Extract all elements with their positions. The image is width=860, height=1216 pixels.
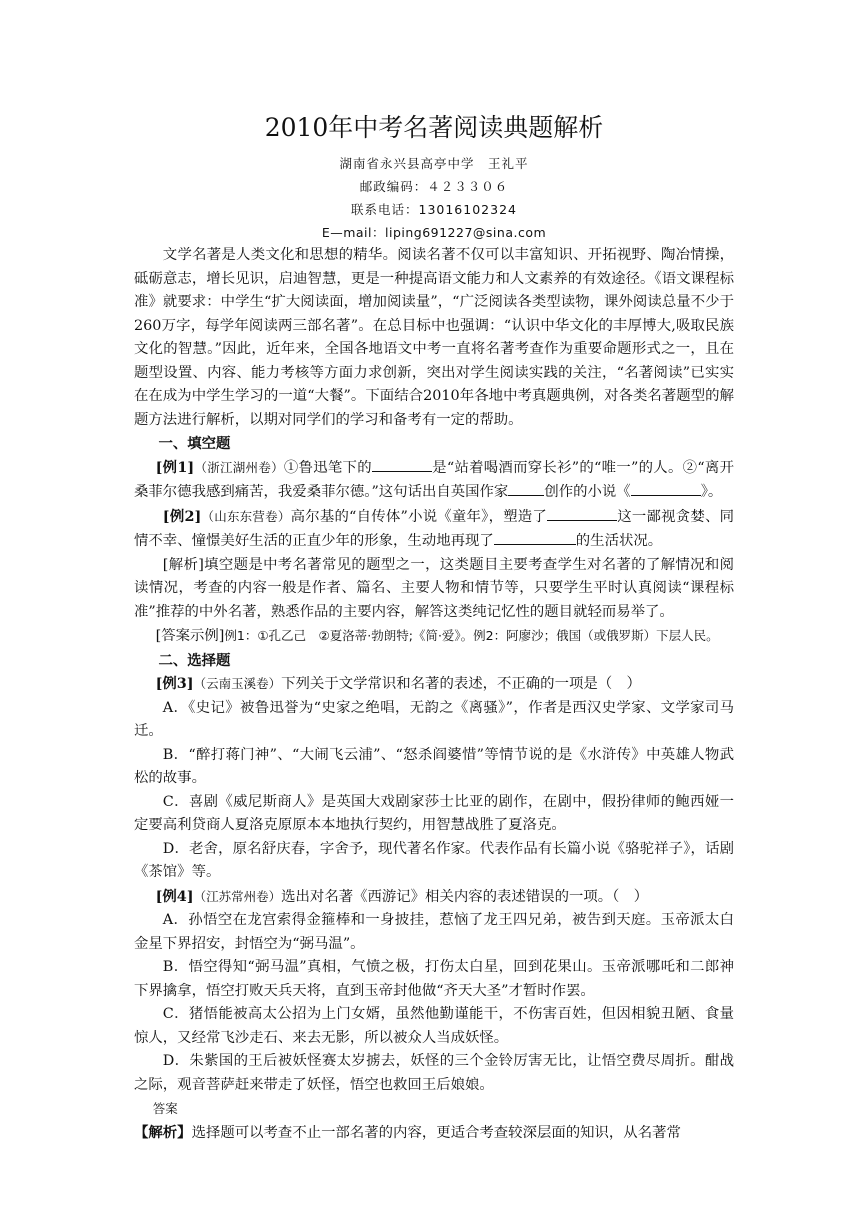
- option-d: D．朱紫国的王后被妖怪赛太岁掳去，妖怪的三个金铃厉害无比，让悟空费尽周折。酣战之际，观音菩萨赶来带走了妖怪，悟空也救回王后娘娘。: [134, 1053, 734, 1093]
- intro-paragraph: 文学名著是人类文化和思想的精华。阅读名著不仅可以丰富知识、开拓视野、陶冶情操，砥砺意志，增长见识，启迪智慧，更是一种提高语文能力和人文素养的有效途径。《语文课程标准》就要求：中学生“扩大阅读面，增加阅读量”，“广泛阅读各类型读物，课外阅读总量不少于260万字，每学年阅读两三部名著”。在总目标中也强调：“认识中华文化的丰厚博大,吸取民族文化的智慧。”因此，近年来，全国各地语文中考一直将名著考查作为重要命题形式之一，且在题型设置、内容、能力考核等方面力求创新，突出对学生阅读实践的关注，“名著阅读”已实实在在成为中学生学习的一道“大餐”。下面结合2010年各地中考真题典例，对各类名著题型的解题方法进行解析，以期对同学们的学习和备考有一定的帮助。: [134, 247, 734, 428]
- option-b: B．悟空得知“弼马温”真相，气愤之极，打伤太白星，回到花果山。玉帝派哪吒和二郎神下界擒拿，悟空打败天兵天将，直到玉帝封他做“齐天大圣”才暂时作罢。: [134, 959, 734, 999]
- option-c: C．喜剧《威尼斯商人》是英国大戏剧家莎士比亚的剧作，在剧中，假扮律师的鲍西娅一定要高利贷商人夏洛克原原本本地执行契约，用智慧战胜了夏洛克。: [134, 793, 734, 833]
- example-label: [例4]: [155, 887, 194, 905]
- example-stem: 选出对名著《西游记》相关内容的表述错误的一项。（ ）: [281, 888, 649, 905]
- example-label: [例3]: [155, 675, 194, 692]
- example-label: [例1]: [155, 458, 195, 476]
- answer-example-1: [134, 624, 734, 649]
- answer-blank: [494, 529, 576, 545]
- email-line: E—mail：liping691227@sina.com: [321, 225, 547, 240]
- option-c: C．猪悟能被高太公招为上门女婿，虽然他勤谨能干，不伤害百姓，但因相貌丑陋、食量惊人，又经常飞沙走石、来去无影，所以被众人当成妖怪。: [134, 1006, 734, 1046]
- phone-line: 联系电话：13016102324: [351, 202, 517, 217]
- example-stem: 下列关于文学常识和名著的表述，不正确的一项是（ ）: [281, 676, 641, 692]
- example-text: 的生活状况。: [575, 533, 663, 549]
- example-text: 》。: [700, 484, 723, 500]
- answer-blank: [372, 456, 432, 472]
- example-source: （浙江湖州卷）: [194, 459, 284, 475]
- document-page: [134, 110, 734, 1145]
- example-2: [134, 505, 734, 554]
- answer-blank: [547, 505, 617, 521]
- example-source: （江苏常州卷）: [193, 888, 282, 904]
- section-heading-choice: 二、选择题: [158, 651, 231, 669]
- analysis-1: [134, 554, 734, 625]
- analysis-text: 选择题可以考查不止一部名著的内容，更适合考查较深层面的知识，从名著常: [191, 1124, 681, 1141]
- example-4-stem: [134, 885, 734, 910]
- analysis-text: 填空题是中考名著常见的题型之一，这类题目主要考查学生对名著的了解情况和阅读情况，考查的内容一般是作者、篇名、主要人物和情节等，只要学生平时认真阅读“课程标准”推荐的中外名著，熟悉作品的主要内容，解答这类纯记忆性的题目就轻而易举了。: [134, 556, 734, 620]
- section-heading-fill: 一、填空题: [158, 435, 231, 452]
- option-a: A．《史记》被鲁迅誉为“史家之绝唱，无韵之《离骚》”，作者是西汉史学家、文学家司马迁。: [134, 699, 734, 739]
- analysis-2: [134, 1121, 734, 1146]
- example-text: ①鲁迅笔下的: [283, 459, 372, 476]
- option-b: B．“醉打蒋门神”、“大闹飞云浦”、“怒杀阎婆惜”等情节说的是《水浒传》中英雄人物武松的故事。: [134, 746, 734, 786]
- author-line: 湖南省永兴县高亭中学 王礼平: [339, 156, 529, 171]
- answer-text: 例1：①孔乙己 ②夏洛蒂·勃朗特;《简·爱》。例2：阿廖沙；俄国（或俄罗斯）下层人民。: [224, 628, 719, 643]
- answer-blank: [508, 480, 544, 496]
- example-text: 创作的小说《: [544, 484, 631, 500]
- example-source: （山东东营卷）: [201, 508, 291, 524]
- example-text: 是“站着喝酒而穿长衫”的“唯一”的人。②“离开桑菲尔德我感到痛苦，我爱桑菲尔德。”这句话出自英国作家: [134, 459, 734, 500]
- option-a: A．孙悟空在龙宫索得金箍棒和一身披挂，惹恼了龙王四兄弟，被告到天庭。玉帝派太白金星下界招安，封悟空为“弼马温”。: [134, 912, 734, 952]
- example-3-stem: [134, 672, 734, 697]
- answer-2-label: 答案: [152, 1101, 178, 1116]
- postcode-line: 邮政编码：４２３３０６: [359, 179, 509, 194]
- page-title: 2010年中考名著阅读典题解析: [264, 113, 604, 142]
- example-source: （云南玉溪卷）: [193, 676, 282, 691]
- example-text: 这一鄙视贪婪、同情不幸、憧憬美好生活的正直少年的形象，生动地再现了: [134, 508, 734, 549]
- answer-blank: [631, 480, 701, 496]
- example-label: [例2]: [162, 507, 202, 525]
- answer-label: [答案示例]: [155, 628, 225, 644]
- option-d: D．老舍，原名舒庆春，字舍予，现代著名作家。代表作品有长篇小说《骆驼祥子》，话剧《茶馆》等。: [134, 840, 734, 880]
- example-1: [134, 456, 734, 505]
- analysis-label: 【解析】: [134, 1123, 192, 1141]
- analysis-label: [解析]: [162, 556, 204, 573]
- example-text: 高尔基的“自传体”小说《童年》，塑造了: [290, 508, 548, 525]
